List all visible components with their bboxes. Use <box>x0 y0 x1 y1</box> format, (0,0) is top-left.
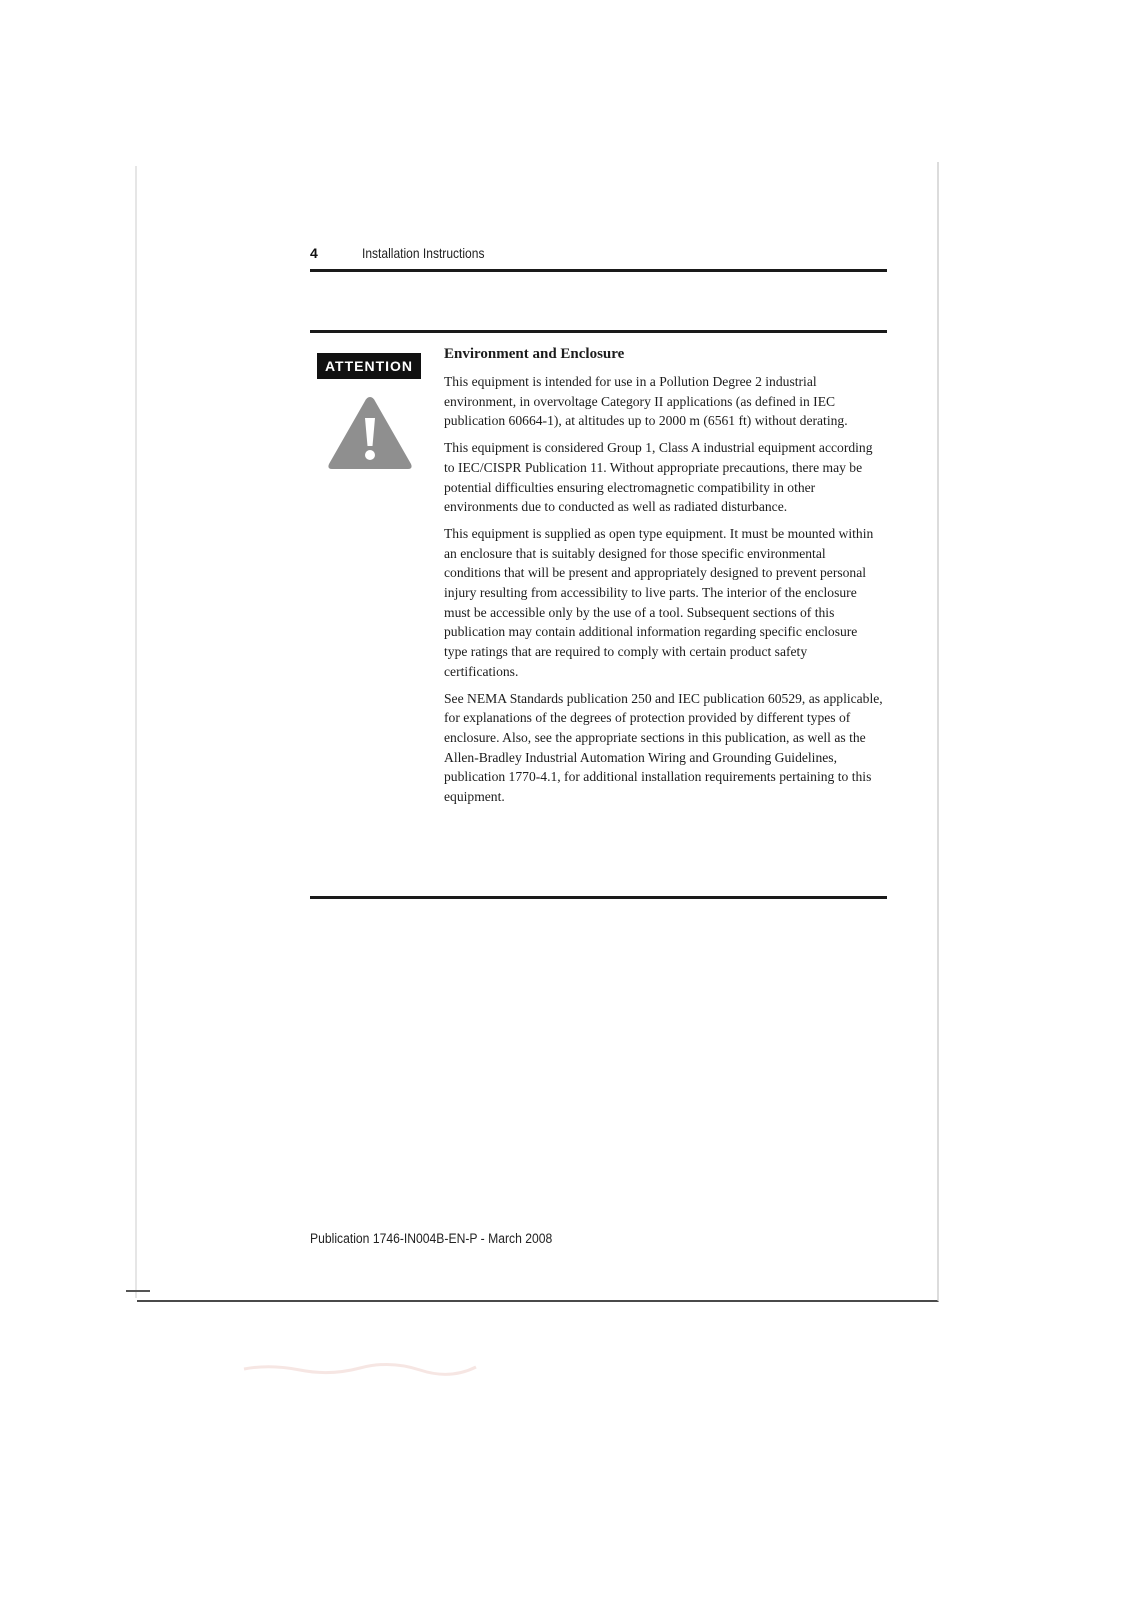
section-heading: Environment and Enclosure <box>444 346 625 362</box>
publication-footer: Publication 1746-IN004B-EN-P - March 2008 <box>310 1231 553 1246</box>
attention-box-top-rule <box>310 330 887 333</box>
paragraph-pollution-degree: This equipment is intended for use in a Pollution Degree 2 industrial environment, in overvoltage Category II applications (as defined in IEC publication 60664-1), at altitudes up to 2000 m (6561 ft) without derating. <box>444 374 848 429</box>
attention-box-bottom-rule <box>310 896 887 899</box>
header-title: Installation Instructions <box>362 245 485 261</box>
page-edge <box>126 1290 150 1292</box>
paragraph-open-type-equipment: This equipment is supplied as open type equipment. It must be mounted within an enclosure that is suitably designed for those specific environmental conditions that will be present and appropriately designed to prevent personal injury resulting from accessibility to live parts. The interior of the enclosure must be accessible only by the use of a tool. Subsequent sections of this publication may contain additional information regarding specific enclosure type ratings that are required to comply with certain product safety certifications. <box>444 525 874 679</box>
scan-speckle <box>240 1360 480 1376</box>
paragraph-nema-standards: See NEMA Standards publication 250 and IEC publication 60529, as applicable, for explanations of the degrees of protection provided by different types of enclosure. Also, see the appropriate sections in this publication, as well as the Allen-Bradley Industrial Automation Wiring and Grounding Guidelines, publication 1770-4.1, for additional installation requirements pertaining to this equipment. <box>444 690 883 805</box>
page-number: 4 <box>310 245 318 261</box>
warning-triangle-icon <box>326 394 414 472</box>
environment-enclosure-section <box>444 344 884 814</box>
header-rule <box>310 269 887 272</box>
attention-badge: ATTENTION <box>317 353 421 379</box>
paragraph-emc-class: This equipment is considered Group 1, Class A industrial equipment according to IEC/CISPR Publication 11. Without appropriate precautions, there may be potential difficulties ensuring electromagnetic compatibility in other environments due to conducted as well as radiated disturbance. <box>444 440 873 515</box>
